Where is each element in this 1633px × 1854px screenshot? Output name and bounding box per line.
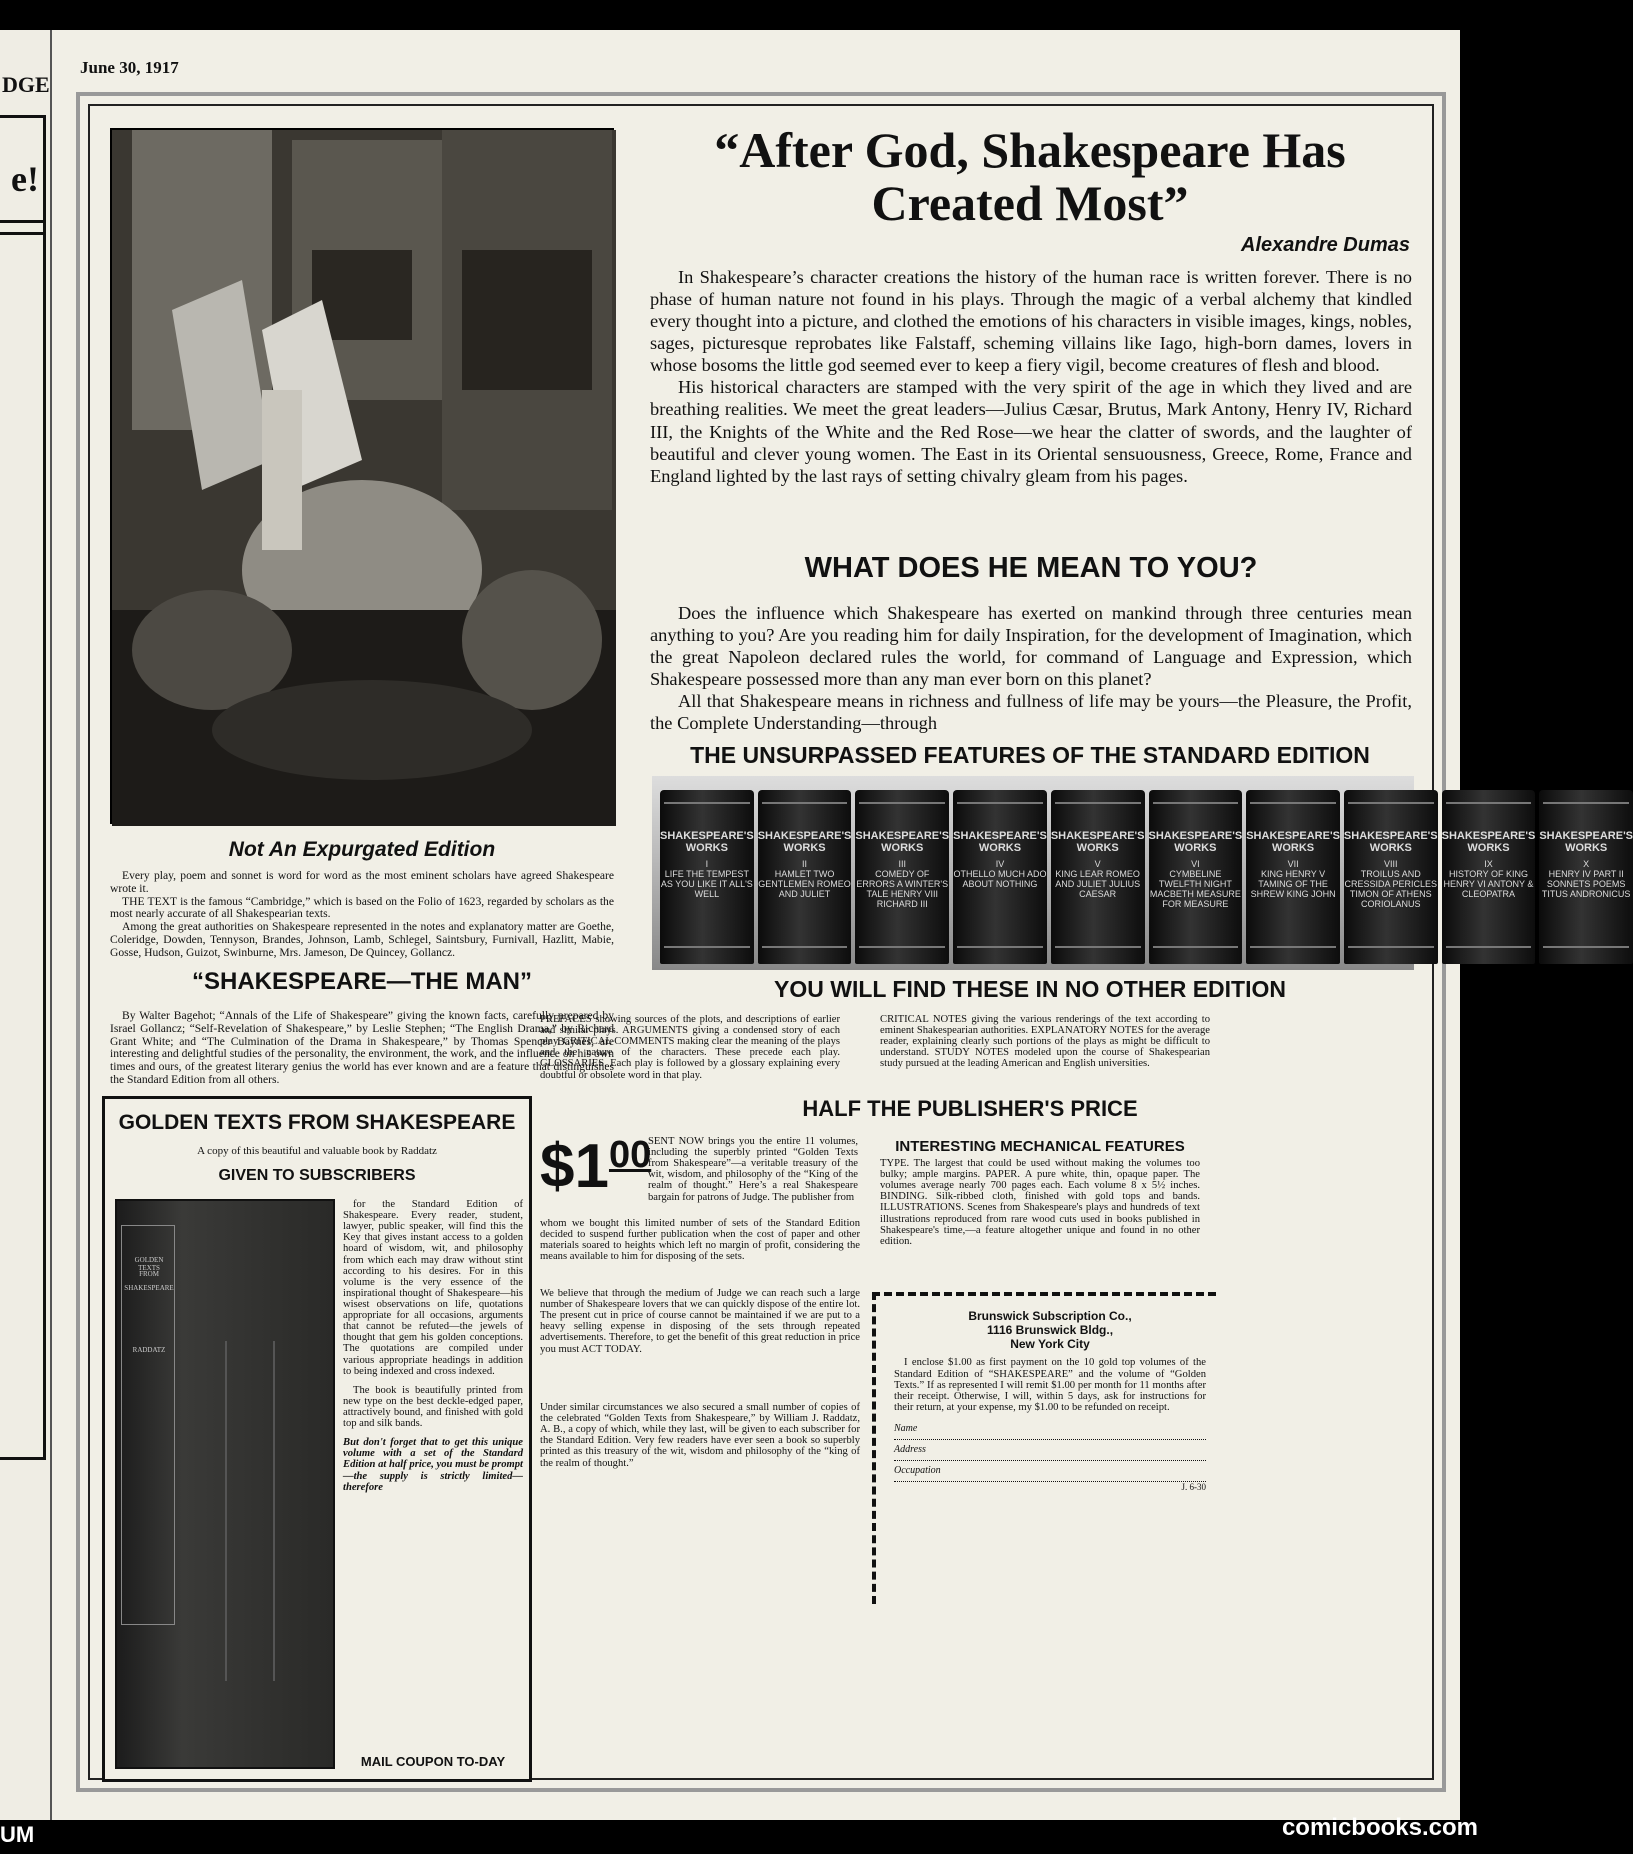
features-heading: THE UNSURPASSED FEATURES OF THE STANDARD EDITION [690,742,1370,768]
advertisement-frame [76,92,1633,1792]
coupon-address-2: New York City [1010,1336,1090,1351]
golden-texts-box [102,1096,532,1782]
critical-notes-text: CRITICAL NOTES giving the various renderings of the text according to eminent Shakespearian authorities. EXPLANATORY NOTES for the average reader, explaining clearly such portions of the plays as might be difficult to understand. STUDY NOTES modeled upon the course of Shakespearian study pursued at the leading American and English universities. [880,1014,1210,1070]
book-volume: SHAKESPEARE'S WORKS IV OTHELLO MUCH ADO ABOUT NOTHING [953,790,1047,964]
mechanical-features-heading: INTERESTING MECHANICAL FEATURES [895,1138,1185,1155]
book-volume: SHAKESPEARE'S WORKS VI CYMBELINE TWELFTH NIGHT MACBETH MEASURE FOR MEASURE [1149,790,1243,964]
golden-texts-offer-text: Under similar circumstances we also secured a small number of copies of the celebrated “Golden Texts from Shakespeare,” by William J. Raddatz, A. B., a copy of which, while they last, will be given to each subscriber for the Standard Edition. Very few readers have ever seen a book so superbly printed as this treasury of the wit, wisdom and philosophy of the “king of the realm of thought.” [540,1402,860,1469]
headline: “After God, Shakespeare Has Created Most” [714,122,1346,231]
coupon-text: I enclose $1.00 as first payment on the 10 gold top volumes of the Standard Edition of “SHAKESPEARE” and the volume of “Golden Texts.” If as represented I will remit $1.00 per month for 11 months after their receipt. Otherwise, I will, within 5 days, ask for instructions for their return, at your expense, my $1.00 to be refunded on receipt. [894,1357,1206,1413]
what-text [650,602,1412,734]
price: $\$1^{00}$ [540,1132,652,1201]
order-coupon[interactable] [872,1292,1216,1604]
site-watermark: comicbooks.com [1281,1814,1478,1841]
coupon-fields [894,1419,1206,1482]
given-to-subscribers: GIVEN TO SUBSCRIBERS [218,1167,416,1184]
left-page-border-fragment [0,220,46,1460]
sent-now-text: SENT NOW brings you the entire 11 volumes, including the superbly printed “Golden Texts from Shakespeare”—a veritable treasury of the wit, wisdom, and philosophy of the “King of the realm of thought.” Here’s a real Shakespeare bargain for patrons of Judge. The publisher from [648,1136,858,1203]
not-expurgated-heading: Not An Expurgated Edition [228,838,496,861]
act-today-text: We believe that through the medium of Judge we can reach such a large number of Shakespeare lovers that we can quickly dispose of the entire lot. The present cut in price of course cannot be maintained if we are put to a heavy selling expense in disposing of the sets through repeated advertisements. Therefore, to get the benefit of this great reduction in price you must ACT TODAY. [540,1288,860,1355]
what-heading: WHAT DOES HE MEAN TO YOU? [804,552,1258,584]
coupon-address-field[interactable]: Address [894,1440,1206,1461]
intro-paragraph: His historical characters are stamped with the very spirit of the age in which they lived and are breathing realities. We meet the great leaders—Julius Cæsar, Brutus, Mark Antony, Henry IV, Richard III, the Knights of the White and the Red Rose—we hear the clatter of swords, and the laughter of beautiful and clever young women. The East in its Oriental sensuousness, Greece, Rome, France and England lighted by the last rays of setting chivalry gleam from his pages. [650,377,1412,486]
not-expurgated-text: Every play, poem and sonnet is word for word as the most eminent scholars have agreed Shakespeare wrote it. THE TEXT is the famous “Cambridge,” which is based on the Folio of 1623, regarded by scholars as the most nearly accurate of all Shakespearian texts. Among the great authorities on Shakespeare represented in the notes and explanatory matter are Goethe, Coleridge, Dowden, Tennyson, Brandes, Johnson, Lamb, Schlegel, Saintsbury, Furnivall, Hazlitt, Mabie, Gosse, Hudson, Guizot, Swinburne, Mrs. Jameson, De Quincey, Gollancz. [110,869,614,959]
attribution: Alexandre Dumas [1241,234,1410,256]
golden-texts-description: for the Standard Edition of Shakespeare. Every reader, student, lawyer, public speaker, will find this the Key that gives instant access to a golden hoard of wisdom, wit, and philosophy from which each may draw without stint according to his desires. For in this volume is the very essence of the inspirational thought of Shakespeare—his wisest observations on life, quotations appropriate for all occasions, arguments that cannot be refuted—the jewels of thought that gem his golden conceptions. The quotations are compiled under various appropriate headings in addition to being indexed and cross indexed. The book is beautifully printed from new type on the best deckle-edged paper, attractively bound, and finished with gold top and silk bands. But don't forget that to get this unique volume with a set of the Standard Edition at half price, you must be prompt—the supply is strictly limited—therefore [343,1199,523,1493]
book-volume: SHAKESPEARE'S WORKS VIII TROILUS AND CRESSIDA PERICLES TIMON OF ATHENS CORIOLANUS [1344,790,1438,964]
book-set-image [652,776,1633,970]
the-man-text: By Walter Bagehot; “Annals of the Life of Shakespeare” giving the known facts, carefully prepared by Israel Gollancz; “Self-Revelation of Shakespeare,” by Leslie Stephen; “The English Drama,” by Richard Grant White; and “The Culmination of the Drama in Shakespeare,” by Thomas Spencer Baynes, are interesting and delightful studies of the personality, the environment, the work, and the influence on his own times and ours, of the greatest literary genius the world has ever known and are a feature that distinguishes the Standard Edition from all others. [110,1009,614,1086]
book-volume: SHAKESPEARE'S WORKS II HAMLET TWO GENTLEMEN ROMEO AND JULIET [758,790,852,964]
coupon-company: Brunswick Subscription Co., [968,1309,1132,1323]
mechanical-features-text: TYPE. The largest that could be used without making the volumes too bulky; ample margins. PAPER. A pure white, thin, opaque paper. The volumes average nearly 700 pages each. Each volume 8 x 5½ inches. BINDING. Silk-ribbed cloth, finished with gold tops and bands. ILLUSTRATIONS. Scenes from Shakespeare's plays and hundreds of text illustrations reproduced from rare wood cuts used in books published in Shakespeare's time,—a feature altogether unique and found in no other edition. [880,1158,1200,1247]
golden-texts-title: GOLDEN TEXTS FROM SHAKESPEARE [118,1111,516,1134]
book-volume: SHAKESPEARE'S WORKS V KING LEAR ROMEO AND JULIET JULIUS CAESAR [1051,790,1145,964]
publisher-text: whom we bought this limited number of sets of the Standard Edition decided to suspend further publication when the cost of paper and other materials soared to heights which left no margin of profit, considering the means available to him for disposing of the sets. [540,1218,860,1263]
mail-coupon-callout: MAIL COUPON TO-DAY [360,1754,506,1769]
half-price-heading: HALF THE PUBLISHER'S PRICE [802,1096,1138,1121]
prefaces-text: PREFACES showing sources of the plots, and descriptions of earlier and similar plays. ARGUMENTS giving a condensed story of each play. CRITICAL COMMENTS making clear the meaning of the plays and the nature of the characters. These precede each play. GLOSSARIES. Each play is followed by a glossary explaining every doubtful or obsolete word in that play. [540,1014,840,1081]
left-page-fragment [0,30,50,1847]
illustration-engraving [112,130,616,826]
what-paragraph: All that Shakespeare means in richness and fullness of life may be yours—the Pleasure, the Profit, the Complete Understanding—through [650,691,1412,734]
golden-texts-subtitle: A copy of this beautiful and valuable book by Raddatz [197,1145,437,1157]
page-date: June 30, 1917 [80,58,179,77]
book-ornament [225,1341,275,1681]
book-volume: SHAKESPEARE'S WORKS IX HISTORY OF KING HENRY VI ANTONY & CLEOPATRA [1442,790,1536,964]
coupon-address-1: 1116 Brunswick Bldg., [986,1322,1114,1337]
coupon-code: J. 6-30 [1181,1481,1206,1492]
book-volume: SHAKESPEARE'S WORKS III COMEDY OF ERRORS A WINTER'S TALE HENRY VIII RICHARD III [855,790,949,964]
coupon-occupation-field[interactable]: Occupation [894,1461,1206,1482]
coupon-name-field[interactable]: Name [894,1419,1206,1440]
book-volume: SHAKESPEARE'S WORKS VII KING HENRY V TAMING OF THE SHREW KING JOHN [1246,790,1340,964]
intro-text [650,266,1412,487]
no-other-edition-heading: YOU WILL FIND THESE IN NO OTHER EDITION [774,976,1286,1002]
what-paragraph: Does the influence which Shakespeare has exerted on mankind through three centuries mean anything to you? Are you reading him for daily Inspiration, for the development of Imagination, which the great Napoleon declared rules the world, for command of Language and Expression, which Shakespeare possessed more than any man ever born on this planet? [650,603,1412,690]
golden-texts-book-image: GOLDEN TEXTS FROM SHAKESPEARE RADDATZ [115,1199,335,1769]
book-volume: SHAKESPEARE'S WORKS X HENRY IV PART II SONNETS POEMS TITUS ANDRONICUS [1539,790,1633,964]
the-man-heading: “SHAKESPEARE—THE MAN” [191,968,533,995]
book-volume: SHAKESPEARE'S WORKS I LIFE THE TEMPEST AS YOU LIKE IT ALL'S WELL [660,790,754,964]
intro-paragraph: In Shakespeare’s character creations the history of the human race is written forever. There is no phase of human nature not found in his plays. Through the magic of a verbal alchemy that kindled every thought into a picture, and clothed the emotions of his characters in visible images, kings, nobles, sages, picturesque reprobates like Falstaff, scheming villains like Iago, high-born dames, lovers in whose bosoms the little god seemed ever to keep a fiery vigil, become creatures of flesh and blood. [650,267,1413,376]
magazine-page [50,30,1633,1820]
left-page-header-fragment: DGE [2,72,50,97]
left-page-footer-fragment: UM [0,1822,35,1847]
left-page-box-fragment: e! [0,115,46,235]
joan-of-arc-illustration [110,128,614,824]
